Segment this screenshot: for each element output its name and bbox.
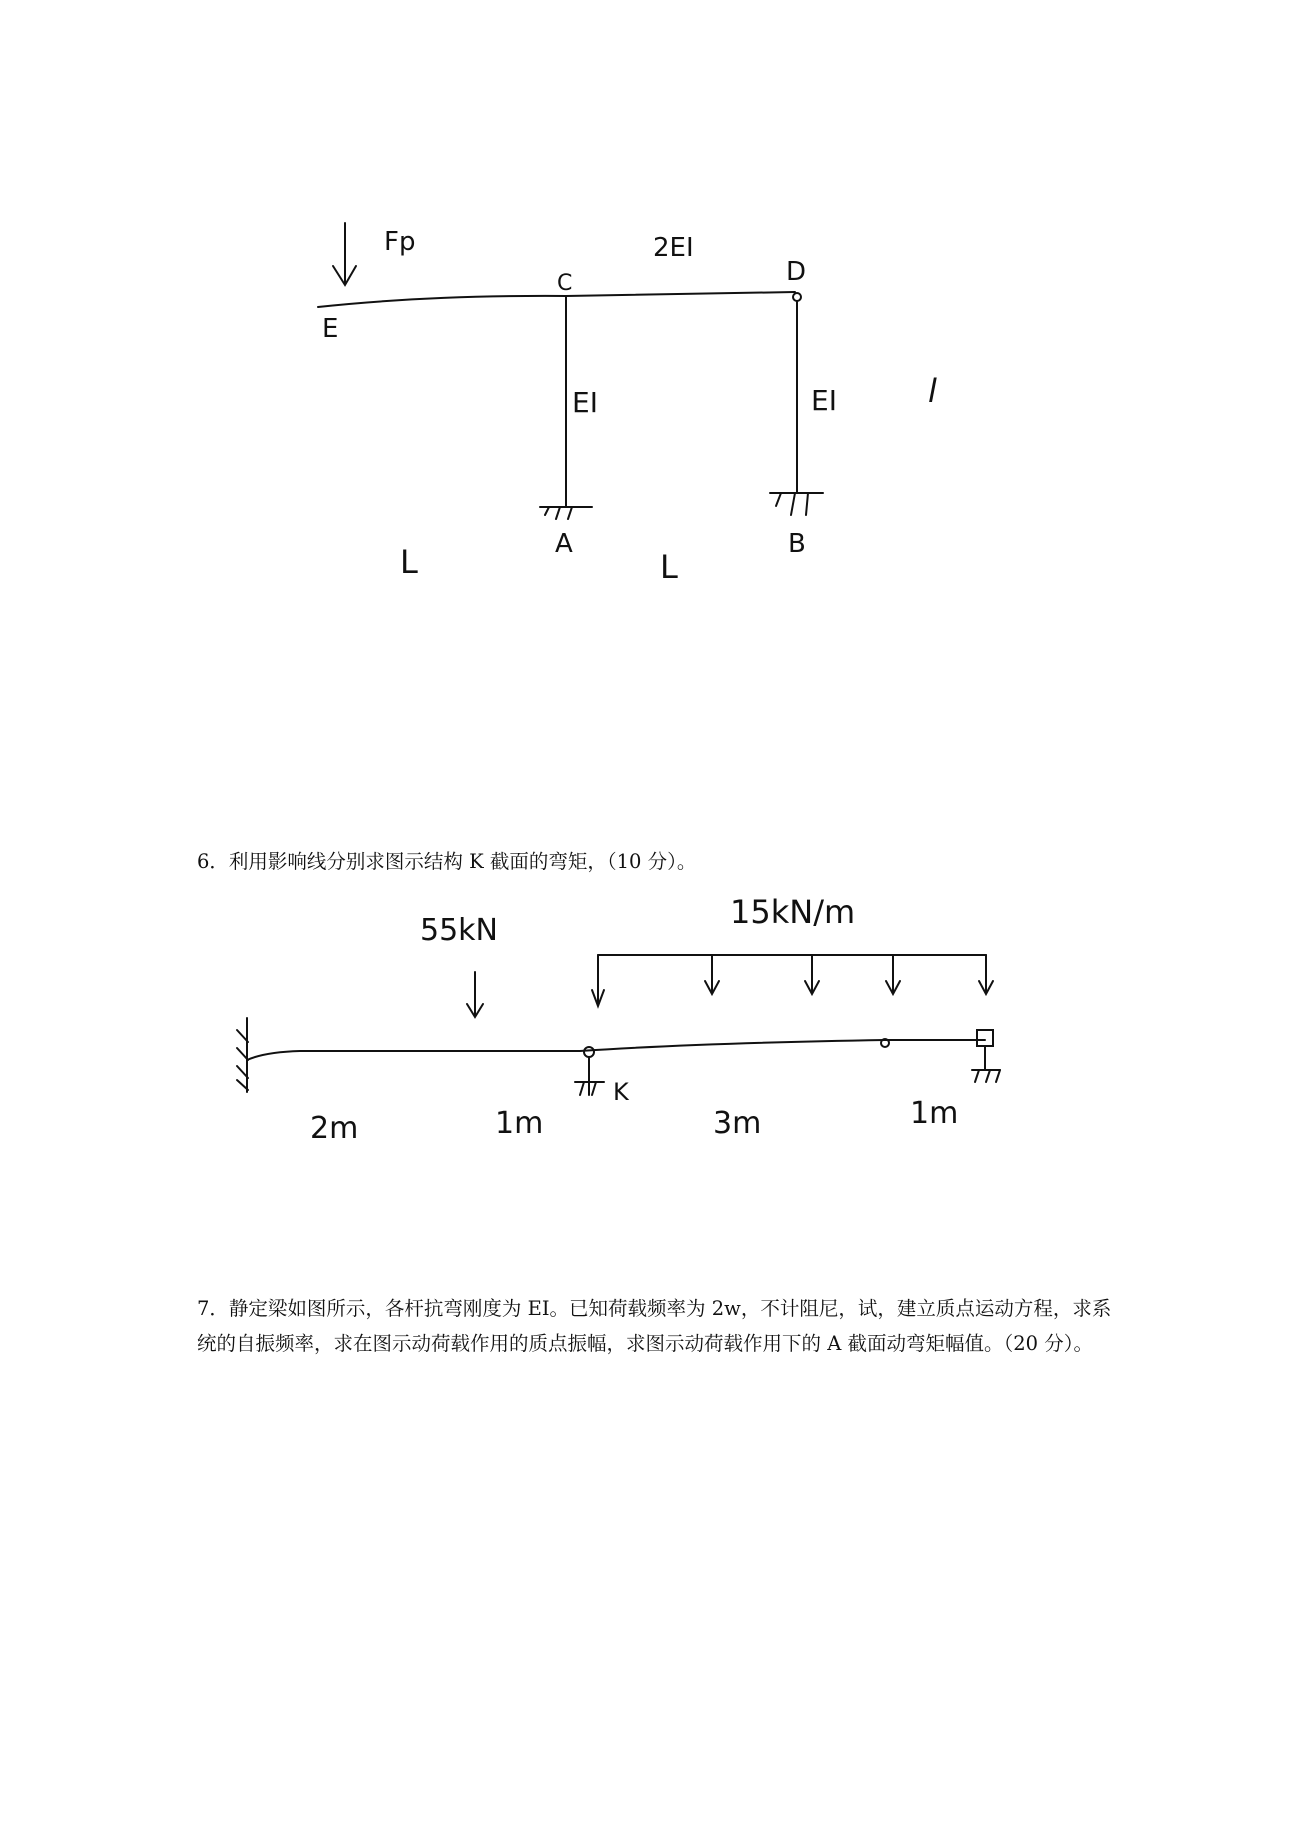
label-dim-1: 2m bbox=[310, 1111, 359, 1146]
label-col-bd: EI bbox=[811, 384, 837, 417]
label-d: D bbox=[786, 257, 807, 287]
label-a: A bbox=[555, 529, 573, 559]
label-section-k: K bbox=[613, 1078, 629, 1106]
beam-main bbox=[247, 1040, 985, 1060]
fixed-support-b bbox=[770, 493, 823, 515]
label-load: Fp bbox=[384, 227, 416, 257]
label-height: l bbox=[928, 372, 937, 410]
udl-arrows bbox=[592, 955, 993, 1006]
label-col-ac: EI bbox=[572, 386, 598, 419]
label-span-cd: L bbox=[660, 548, 678, 586]
label-dim-3: 3m bbox=[713, 1106, 762, 1141]
fixed-support-a bbox=[540, 507, 592, 519]
question-7-text: 7．静定梁如图所示，各杆抗弯刚度为 EI。已知荷载频率为 2w，不计阻尼，试，建立质点运动方程，求系统的自振频率，求在图示动荷载作用的质点振幅，求图示动荷载作用下的 A 截面动弯矩幅值。（20 分）。 bbox=[197, 1297, 1112, 1355]
beam-ec bbox=[318, 296, 566, 307]
label-udl: 15kN/m bbox=[730, 893, 856, 931]
beam-cd bbox=[566, 292, 795, 296]
support-k bbox=[575, 1057, 604, 1095]
fixed-wall-left bbox=[237, 1018, 248, 1092]
label-span-ec: L bbox=[400, 543, 418, 581]
roller-right bbox=[977, 1030, 993, 1046]
label-e: E bbox=[322, 314, 339, 344]
label-beam-cd: 2EI bbox=[653, 233, 694, 263]
label-c: C bbox=[557, 271, 573, 296]
question-6-text: 6．利用影响线分别求图示结构 K 截面的弯矩，（10 分）。 bbox=[197, 850, 697, 873]
label-dim-4: 1m bbox=[910, 1096, 959, 1131]
support-right bbox=[972, 1046, 1000, 1082]
label-point-load: 55kN bbox=[420, 913, 498, 948]
label-dim-2: 1m bbox=[495, 1106, 544, 1141]
hinge-d bbox=[793, 293, 801, 301]
hinge-k bbox=[584, 1047, 594, 1057]
label-b: B bbox=[788, 529, 806, 559]
